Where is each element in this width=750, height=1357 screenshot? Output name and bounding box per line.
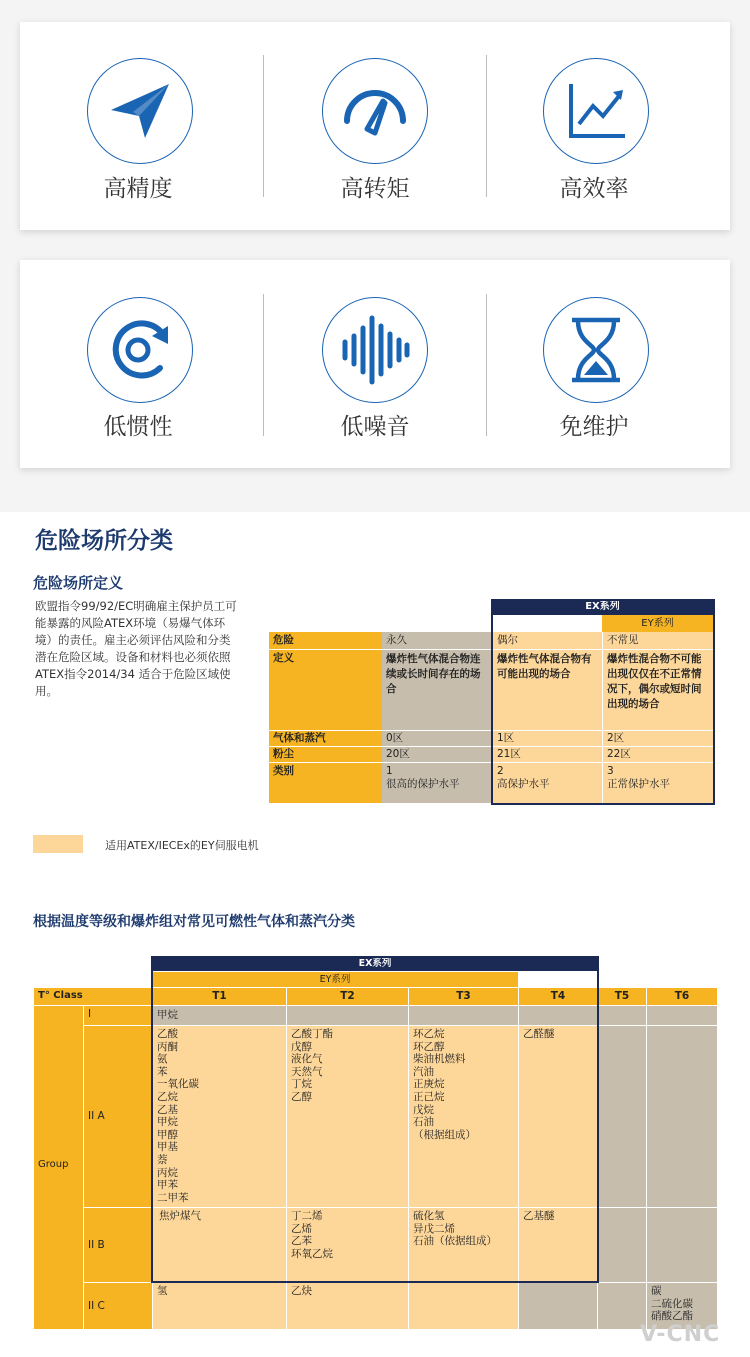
feature-label: 免维护	[559, 414, 629, 440]
cell-g2a-t1	[153, 1026, 286, 1207]
class-label: T° Class	[34, 988, 152, 1005]
row-label-hazard: 危险	[269, 632, 382, 649]
row-label-gas: 气体和蒸汽	[269, 731, 382, 746]
ex-series-header: EX系列	[492, 599, 713, 615]
gas-item: 乙烯	[291, 1222, 312, 1235]
feature-high-efficiency	[494, 22, 730, 230]
t-class-header: T6	[647, 988, 717, 1005]
definition-title: 危险场所定义	[33, 574, 124, 592]
gas-item: 乙基醚	[523, 1210, 555, 1222]
cell-g1-t1: 甲烷	[153, 1006, 286, 1025]
cell-empty	[409, 1006, 518, 1025]
hourglass-icon	[543, 297, 649, 403]
legend-text: 适用ATEX/IECEx的EY伺服电机	[105, 839, 259, 852]
gas-item: 甲烷	[157, 1116, 178, 1129]
gas-item: 石油	[413, 1116, 434, 1129]
cell-g2b-t3	[409, 1208, 518, 1282]
category-number: 3	[607, 765, 614, 777]
row-label-definition: 定义	[269, 650, 382, 730]
feature-card-2	[20, 260, 730, 468]
cell-g2b-t4	[519, 1208, 597, 1282]
feature-card-1	[20, 22, 730, 230]
cell-empty	[519, 1006, 597, 1025]
feature-maintenance-free	[494, 260, 730, 468]
cell: 爆炸性气体混合物有可能出现的场合	[493, 650, 602, 730]
gas-item: 异戊二烯	[413, 1222, 455, 1235]
feature-label: 高转矩	[340, 176, 410, 202]
cell-empty	[647, 1006, 717, 1025]
gas-item: 戊烷	[413, 1103, 434, 1116]
gas-item: 乙醛醚	[523, 1028, 555, 1040]
table2-title: 根据温度等级和爆炸组对常见可燃性气体和蒸汽分类	[33, 914, 355, 930]
t-class-header: T5	[598, 988, 646, 1005]
cell	[493, 763, 602, 803]
feature-label: 低噪音	[340, 414, 410, 440]
gas-item: 一氧化碳	[157, 1078, 199, 1091]
cell-empty	[598, 1208, 646, 1282]
gas-item: 液化气	[291, 1053, 323, 1066]
rotation-icon	[87, 297, 193, 403]
definition-text: 欧盟指令99/92/EC明确雇主保护员工可能暴露的风险ATEX环境（易爆气体环境）的责任。雇主必须评估风险和分类潜在危险区域。设备和材料也必须依照ATEX指令2014/34 适合于危险区域使用。	[35, 599, 237, 698]
section-title: 危险场所分类	[35, 528, 173, 554]
category-number: 2	[497, 765, 504, 777]
gas-item: 苯	[157, 1065, 168, 1078]
feature-label: 高效率	[559, 176, 629, 202]
gas-item: 乙酸	[157, 1028, 178, 1040]
gas-item: 环乙醇	[413, 1040, 445, 1053]
gas-item: 二硫化碳	[651, 1297, 693, 1310]
gas-item: 正己烷	[413, 1090, 445, 1103]
gas-item: 乙醇	[291, 1090, 312, 1103]
feature-label: 低惯性	[103, 414, 173, 440]
gas-item: 硝酸乙酯	[651, 1310, 693, 1323]
gas-item: 氨	[157, 1053, 168, 1066]
cell-g2c-t2	[287, 1283, 408, 1329]
row-label-category: 类别	[269, 763, 382, 803]
sound-wave-icon	[322, 297, 428, 403]
gas-item: 甲苯	[157, 1179, 178, 1192]
feature-label: 高精度	[103, 176, 173, 202]
cell: 爆炸性气体混合物连续或长时间存在的场合	[382, 650, 492, 730]
category-text: 很高的保护水平	[386, 778, 460, 790]
cell: 永久	[382, 632, 492, 649]
cell	[603, 763, 713, 803]
speedometer-icon	[322, 58, 428, 164]
trend-chart-icon	[543, 58, 649, 164]
group-name: II A	[84, 1026, 152, 1207]
cell-empty	[598, 1283, 646, 1329]
cell-empty	[519, 1283, 597, 1329]
gas-item: 乙基	[157, 1103, 178, 1116]
gas-item: 甲基	[157, 1141, 178, 1154]
cell: 不常见	[603, 632, 713, 649]
gas-item: 环氧乙烷	[291, 1247, 333, 1260]
category-text: 正常保护水平	[607, 778, 670, 790]
cell-empty	[598, 1006, 646, 1025]
cell: 2区	[603, 731, 713, 746]
gas-item: 正庚烷	[413, 1078, 445, 1091]
t-class-header: T1	[153, 988, 286, 1005]
category-text: 高保护水平	[497, 778, 550, 790]
cell-empty	[287, 1006, 408, 1025]
legend-swatch	[33, 835, 83, 853]
cell-empty	[598, 1026, 646, 1207]
ey-series-header: EY系列	[152, 972, 518, 987]
gas-item: 石油（依据组成）	[413, 1235, 497, 1248]
group-name: II C	[84, 1283, 152, 1329]
gas-item: 乙烷	[157, 1090, 178, 1103]
cell-g2a-t2	[287, 1026, 408, 1207]
cell: 22区	[603, 747, 713, 762]
cell-g2b-t2	[287, 1208, 408, 1282]
t-class-header: T4	[519, 988, 597, 1005]
cell-g2a-t3	[409, 1026, 518, 1207]
category-number: 1	[386, 765, 393, 777]
feature-low-inertia	[20, 260, 256, 468]
gas-item: 环乙烷	[413, 1028, 445, 1040]
feature-high-torque	[257, 22, 493, 230]
cell: 20区	[382, 747, 492, 762]
group-name: II B	[84, 1208, 152, 1282]
gas-item: 柴油机燃料	[413, 1053, 466, 1066]
t-class-header: T3	[409, 988, 518, 1005]
row-label-dust: 粉尘	[269, 747, 382, 762]
cell: 爆炸性混合物不可能出现仅仅在不正常情况下，偶尔或短时间出现的场合	[603, 650, 713, 730]
group-label: Group	[34, 1006, 83, 1329]
feature-low-noise	[257, 260, 493, 468]
cell: 偶尔	[493, 632, 602, 649]
cell: 0区	[382, 731, 492, 746]
gas-item: 二甲苯	[157, 1191, 189, 1204]
cell-g2c-t1	[153, 1283, 286, 1329]
gas-item: 丙烷	[157, 1166, 178, 1179]
gas-item: 丁烷	[291, 1078, 312, 1091]
gas-item: 天然气	[291, 1065, 323, 1078]
gas-item: 丁二烯	[291, 1210, 323, 1222]
watermark: V-CNC	[640, 1322, 721, 1347]
cell	[382, 763, 492, 803]
cell-g2b-t1	[153, 1208, 286, 1282]
gas-item: 焦炉煤气	[159, 1210, 201, 1222]
cell-empty	[647, 1026, 717, 1207]
gas-item: 乙炔	[291, 1285, 312, 1297]
cell-g2a-t4	[519, 1026, 597, 1207]
cell: 21区	[493, 747, 602, 762]
gas-item: 戊醇	[291, 1040, 312, 1053]
gas-item: 丙酮	[157, 1040, 178, 1053]
group-name: I	[84, 1006, 152, 1025]
cell-empty	[647, 1208, 717, 1282]
feature-high-precision	[20, 22, 256, 230]
gas-item: 乙苯	[291, 1235, 312, 1248]
ex-series-header: EX系列	[152, 957, 598, 971]
gas-item: 汽油	[413, 1065, 434, 1078]
gas-item: 碳	[651, 1285, 662, 1297]
cell-empty	[409, 1283, 518, 1329]
gas-item: 甲醇	[157, 1128, 178, 1141]
gas-item: 氢	[157, 1285, 168, 1297]
gas-item: 乙酸丁酯	[291, 1028, 333, 1040]
paper-plane-icon	[87, 58, 193, 164]
t-class-header: T2	[287, 988, 408, 1005]
gas-item: （根据组成）	[413, 1128, 476, 1141]
ey-series-header: EY系列	[602, 615, 713, 632]
cell: 1区	[493, 731, 602, 746]
gas-item: 硫化氢	[413, 1210, 445, 1222]
gas-item: 萘	[157, 1153, 168, 1166]
